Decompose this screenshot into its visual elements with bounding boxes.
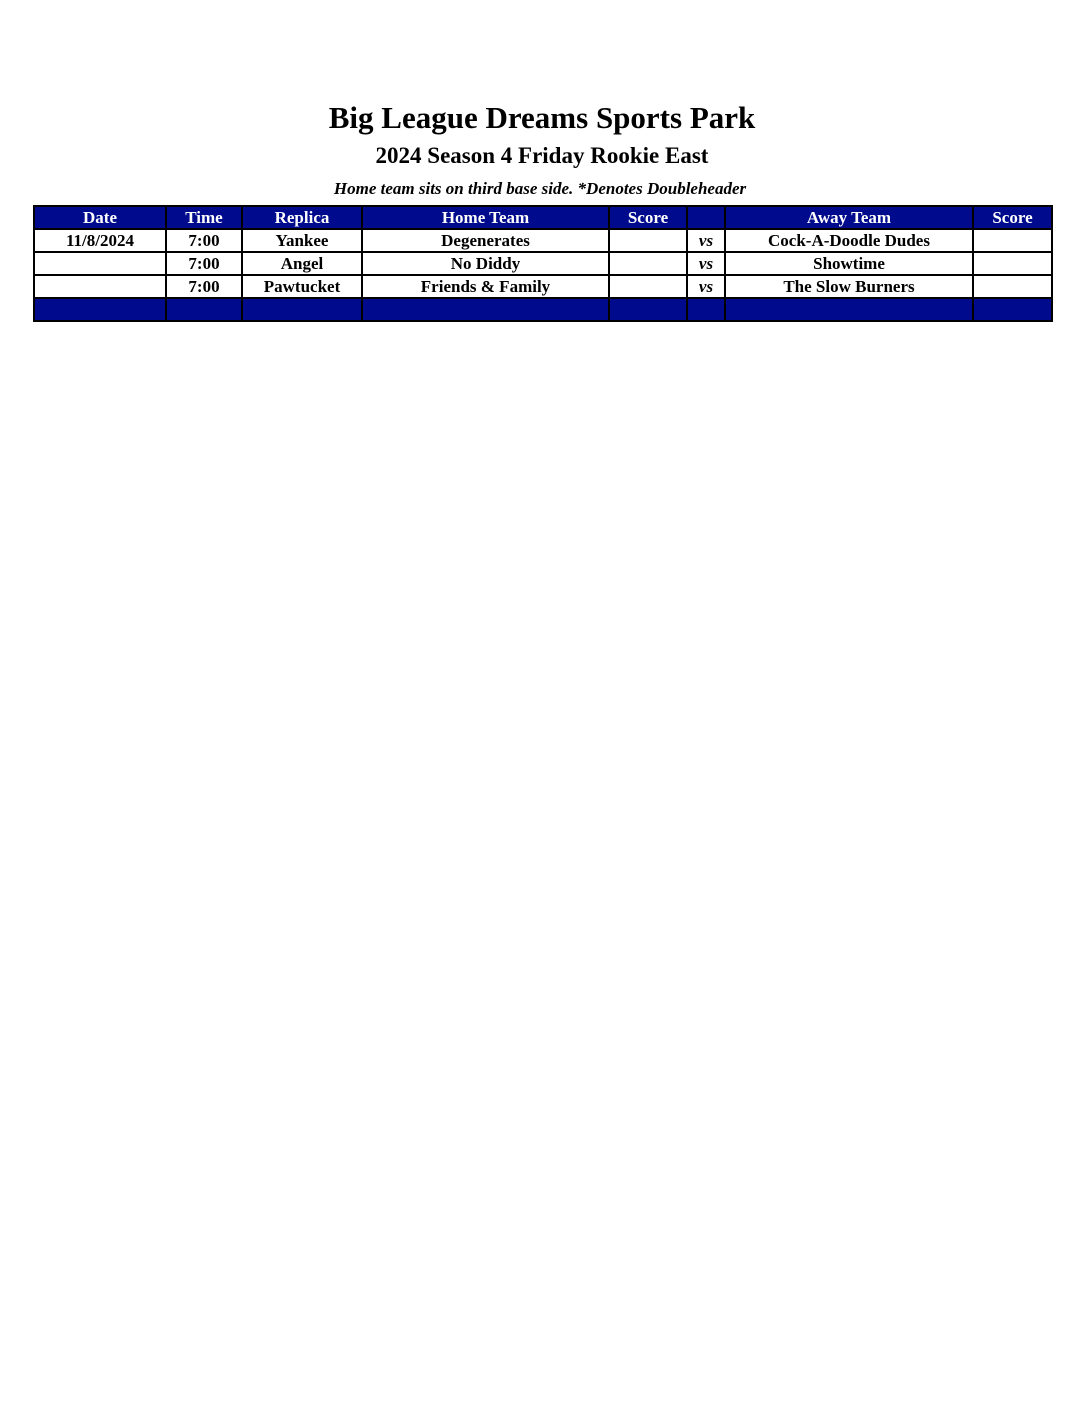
table-header-row xyxy=(34,206,1052,229)
cell-away-score xyxy=(973,229,1052,252)
cell-away-score xyxy=(973,275,1052,298)
cell-home-score xyxy=(609,275,687,298)
cell-vs: vs xyxy=(687,275,725,298)
cell-vs: vs xyxy=(687,252,725,275)
footer-cell xyxy=(362,298,609,321)
schedule-table xyxy=(33,205,1053,322)
page-subtitle: 2024 Season 4 Friday Rookie East xyxy=(375,143,709,168)
column-header-date: Date xyxy=(34,206,166,229)
cell-replica: Angel xyxy=(242,252,362,275)
cell-home-team: Degenerates xyxy=(362,229,609,252)
table-footer-bar xyxy=(34,298,1052,321)
footer-cell xyxy=(34,298,166,321)
footer-cell xyxy=(687,298,725,321)
cell-time: 7:00 xyxy=(166,252,242,275)
cell-date xyxy=(34,275,166,298)
cell-time: 7:00 xyxy=(166,275,242,298)
column-header-home-score: Score xyxy=(609,206,687,229)
footer-cell xyxy=(166,298,242,321)
column-header-vs xyxy=(687,206,725,229)
column-header-away-score: Score xyxy=(973,206,1052,229)
cell-vs: vs xyxy=(687,229,725,252)
footer-cell xyxy=(242,298,362,321)
table-row xyxy=(34,275,1052,298)
cell-home-score xyxy=(609,229,687,252)
footer-cell xyxy=(725,298,973,321)
cell-away-team: The Slow Burners xyxy=(725,275,973,298)
schedule-note: Home team sits on third base side. *Denotes Doubleheader xyxy=(333,179,747,198)
cell-away-score xyxy=(973,252,1052,275)
cell-away-team: Showtime xyxy=(725,252,973,275)
column-header-time: Time xyxy=(166,206,242,229)
cell-time: 7:00 xyxy=(166,229,242,252)
column-header-replica: Replica xyxy=(242,206,362,229)
cell-away-team: Cock-A-Doodle Dudes xyxy=(725,229,973,252)
cell-home-team: No Diddy xyxy=(362,252,609,275)
cell-date xyxy=(34,252,166,275)
column-header-away-team: Away Team xyxy=(725,206,973,229)
page-title: Big League Dreams Sports Park xyxy=(328,100,756,135)
footer-cell xyxy=(609,298,687,321)
cell-home-team: Friends & Family xyxy=(362,275,609,298)
cell-replica: Yankee xyxy=(242,229,362,252)
table-row xyxy=(34,229,1052,252)
cell-date: 11/8/2024 xyxy=(34,229,166,252)
cell-replica: Pawtucket xyxy=(242,275,362,298)
table-row xyxy=(34,252,1052,275)
footer-cell xyxy=(973,298,1052,321)
column-header-home-team: Home Team xyxy=(362,206,609,229)
cell-home-score xyxy=(609,252,687,275)
